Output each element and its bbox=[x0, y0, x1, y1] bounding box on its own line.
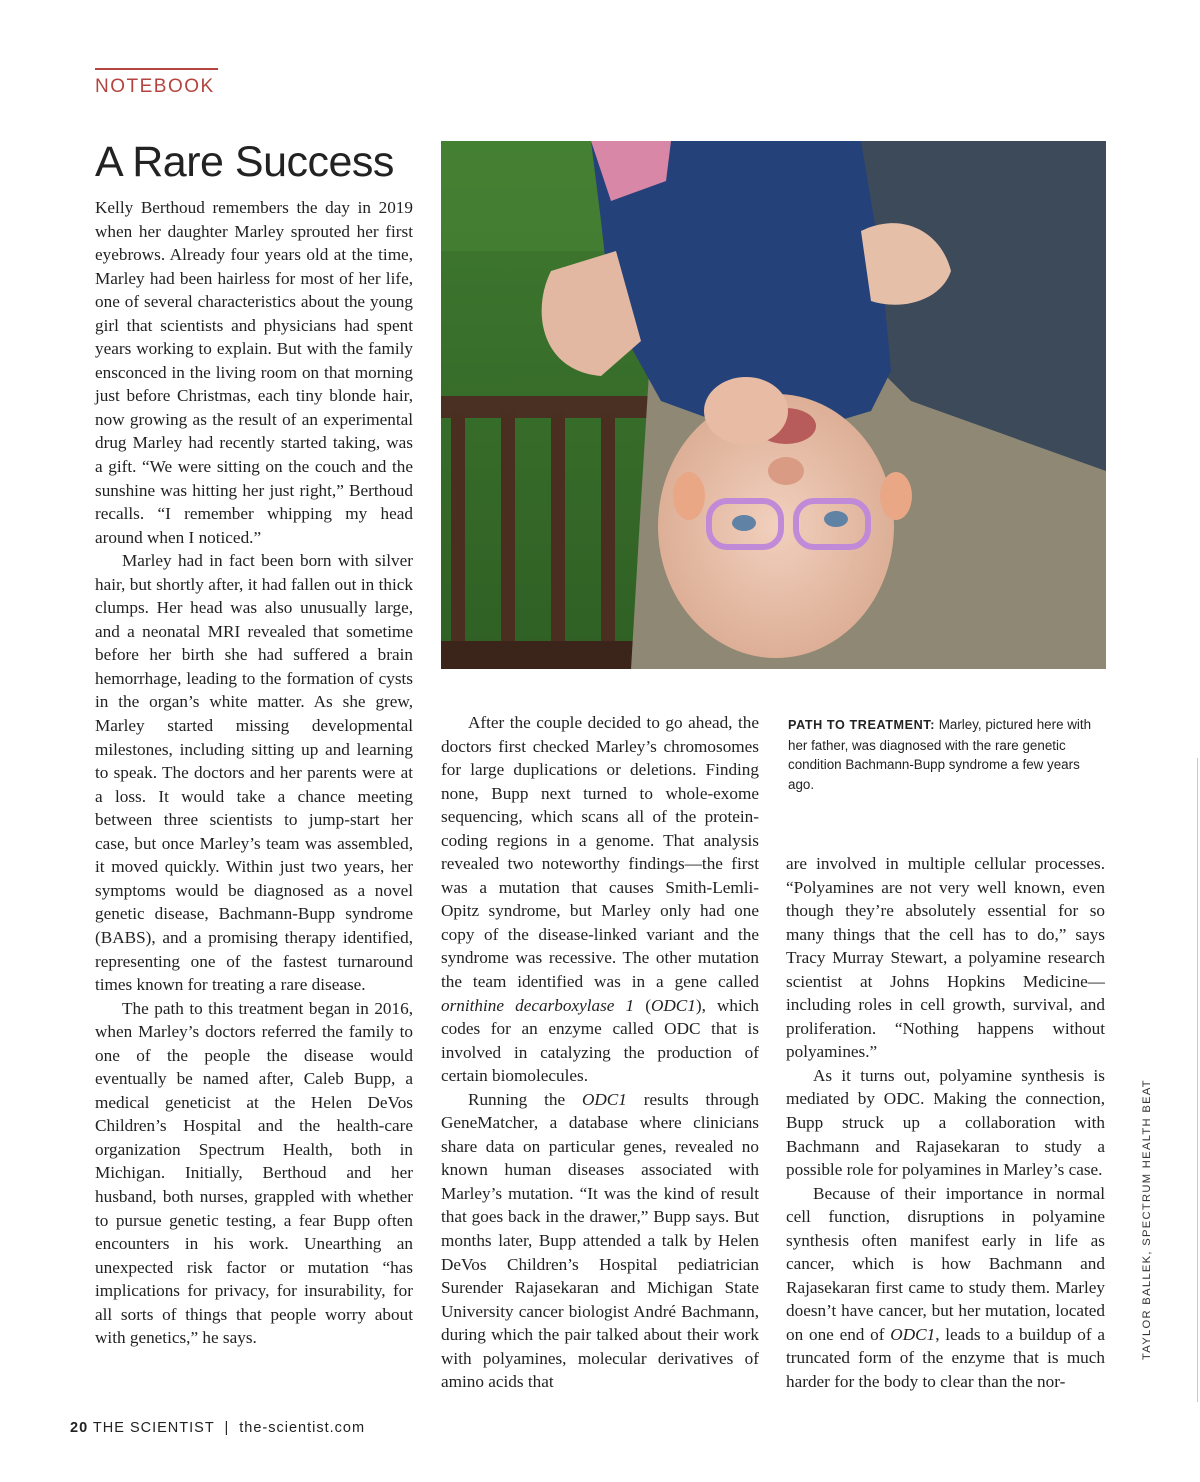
photo-illustration bbox=[441, 141, 1106, 669]
gene-abbreviation: ODC1 bbox=[650, 995, 696, 1015]
article-headline: A Rare Success bbox=[95, 138, 394, 186]
publication-name: THE SCIENTIST bbox=[92, 1420, 215, 1436]
body-paragraph: Running the ODC1 results through GeneMatcher, a database where clinicians share data on particular genes, revealed no known human diseases associated with Marley’s mutation. “It was the kind of result that goes back in the drawer,” Bupp says. But months later, Bupp attended a talk by Helen DeVos Children’s Hospital pediatrician Surender Rajasekaran and Michigan State University cancer biologist André Bachmann, during which the pair talked about their work with polyamines, molecular derivatives of amino acids that bbox=[441, 1089, 759, 1392]
caption-text: Marley, pictured here with her father, was diagnosed with the rare genetic condition Bachmann-Bupp syndrome a few years ago. bbox=[788, 717, 1092, 792]
gene-name: ornithine decarboxylase 1 bbox=[441, 995, 635, 1015]
body-paragraph: As it turns out, polyamine synthesis is mediated by ODC. Making the connection, Bupp struck up a collaboration with Bachmann and Rajasekaran to study a possible role for polyamines in Marley’s case. bbox=[786, 1065, 1105, 1180]
photo-caption bbox=[788, 715, 1098, 794]
article-column-2 bbox=[441, 711, 759, 1394]
body-paragraph: After the couple decided to go ahead, the doctors first checked Marley’s chromosomes for large duplications or deletions. Finding none, Bupp next turned to whole-exome sequencing, which scans all of the protein-coding regions in a genome. That analysis revealed two noteworthy findings—the first was a mutation that causes Smith-Lemli-Opitz syndrome, but Marley only had one copy of the disease-linked variant and the syndrome was recessive. The other mutation the team identified was in a gene called ornithine decarboxylase 1 (ODC1), which codes for an enzyme called ODC that is involved in catalyzing the production of certain biomolecules. bbox=[441, 713, 759, 1086]
body-paragraph: Marley had in fact been born with silver hair, but shortly after, it had fallen out in thick clumps. Her head was also unusually large, and a neonatal MRI revealed that sometime before her birth she had suffered a brain hemorrhage, leading to the formation of cysts in the organ’s white matter. As she grew, Marley started missing developmental milestones, including sitting up and learning to speak. The doctors and her parents were at a loss. It would take a chance meeting between three scientists to jump-start her case, but once Marley’s team was assembled, it moved quickly. Within just two years, her symptoms would be diagnosed as a novel genetic disease, Bachmann-Bupp syndrome (BABS), and a promising therapy identified, representing one of the fastest turnaround times known for treating a rare disease. bbox=[95, 551, 413, 995]
page-footer bbox=[70, 1420, 365, 1436]
section-label: NOTEBOOK bbox=[95, 76, 215, 97]
page-edge-line bbox=[1197, 758, 1198, 1402]
caption-lead: PATH TO TREATMENT: bbox=[788, 718, 935, 732]
footer-separator: | bbox=[224, 1420, 230, 1436]
gene-abbreviation: ODC1 bbox=[890, 1324, 936, 1344]
website-link[interactable]: the-scientist.com bbox=[239, 1420, 366, 1436]
body-paragraph: Kelly Berthoud remembers the day in 2019 when her daughter Marley sprouted her first eyebrows. Already four years old at the time, Marley had been hairless for most of her life, one of several characteristics about the young girl that scientists and physicians had spent years working to explain. But with the family ensconced in the living room on that morning just before Christmas, each tiny blonde hair, now growing as the result of an experimental drug Marley had recently started taking, was a gift. “We were sitting on the couch and the sunshine was hitting her just right,” Berthoud recalls. “I remember whipping my head around when I noticed.” bbox=[95, 198, 413, 547]
article-column-3 bbox=[786, 852, 1105, 1394]
body-paragraph: are involved in multiple cellular processes. “Polyamines are not very well known, even though they’re absolutely essential for so many things that the cell has to do,” says Tracy Murray Stewart, a polyamine research scientist at Johns Hopkins Medicine—including roles in cell growth, survival, and proliferation. “Nothing happens without polyamines.” bbox=[786, 854, 1105, 1062]
article-photo bbox=[441, 141, 1106, 669]
photo-credit: TAYLOR BALLEK, SPECTRUM HEALTH BEAT bbox=[1141, 1079, 1153, 1360]
gene-abbreviation: ODC1 bbox=[581, 1089, 627, 1109]
page-number: 20 bbox=[70, 1420, 89, 1436]
section-rule bbox=[95, 68, 218, 70]
body-paragraph: Because of their importance in normal cell function, disruptions in polyamine synthesis often manifest early in life as cancer, which is how Bachmann and Rajasekaran first came to study them. Marley doesn’t have cancer, but her mutation, located on one end of ODC1, leads to a buildup of a truncated form of the enzyme that is much harder for the body to clear than the nor- bbox=[786, 1183, 1105, 1392]
article-column-1 bbox=[95, 196, 413, 1350]
body-paragraph: The path to this treatment began in 2016, when Marley’s doctors referred the family to one of the people the disease would eventually be named after, Caleb Bupp, a medical geneticist at the Helen DeVos Children’s Hospital and the health-care organization Spectrum Health, both in Michigan. Initially, Berthoud and her husband, both nurses, grappled with whether to pursue genetic testing, a fear Bupp often encounters in his work. Unearthing an unexpected risk factor or mutation “has implications for privacy, for insurability, for all sorts of things that people worry about with genetics,” he says. bbox=[95, 998, 413, 1348]
